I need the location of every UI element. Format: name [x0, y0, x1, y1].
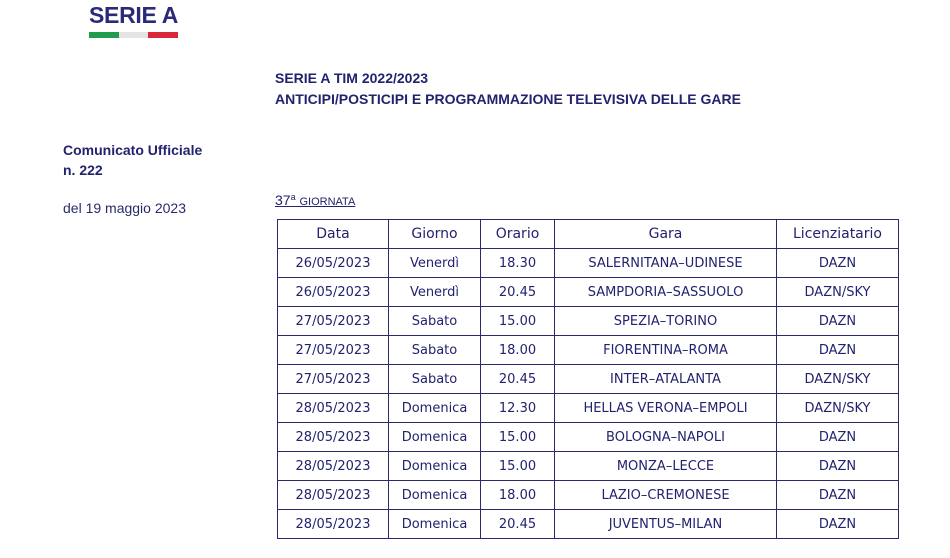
cell-licenziatario: DAZN/SKY: [777, 278, 899, 307]
giornata-label: [275, 192, 355, 208]
heading-line-2: ANTICIPI/POSTICIPI E PROGRAMMAZIONE TELEVISIVA DELLE GARE: [275, 91, 741, 107]
comunicato-title: Comunicato Ufficiale: [63, 142, 203, 158]
cell-orario: 15.00: [481, 307, 555, 336]
cell-giorno: Sabato: [389, 365, 481, 394]
header-data: Data: [278, 220, 389, 249]
flag-green-band: [89, 32, 119, 38]
cell-licenziatario: DAZN: [777, 510, 899, 539]
giornata-text: GIORNATA: [299, 196, 356, 208]
cell-data: 27/05/2023: [278, 365, 389, 394]
table-row: [278, 249, 899, 278]
heading-line-1: SERIE A TIM 2022/2023: [275, 70, 429, 86]
table-row: [278, 452, 899, 481]
cell-gara: FIORENTINA–ROMA: [555, 336, 777, 365]
cell-licenziatario: DAZN/SKY: [777, 394, 899, 423]
cell-giorno: Domenica: [389, 510, 481, 539]
cell-giorno: Domenica: [389, 481, 481, 510]
cell-giorno: Domenica: [389, 452, 481, 481]
cell-orario: 18.00: [481, 336, 555, 365]
cell-data: 28/05/2023: [278, 452, 389, 481]
cell-licenziatario: DAZN/SKY: [777, 365, 899, 394]
table-row: [278, 307, 899, 336]
cell-gara: BOLOGNA–NAPOLI: [555, 423, 777, 452]
cell-data: 28/05/2023: [278, 423, 389, 452]
cell-licenziatario: DAZN: [777, 481, 899, 510]
cell-data: 28/05/2023: [278, 394, 389, 423]
cell-orario: 18.00: [481, 481, 555, 510]
comunicato-number: n. 222: [63, 162, 103, 178]
sidebar-info: [63, 140, 202, 218]
serie-a-logo: [89, 2, 189, 28]
cell-licenziatario: DAZN: [777, 336, 899, 365]
table-row: [278, 510, 899, 539]
cell-data: 28/05/2023: [278, 510, 389, 539]
cell-giorno: Sabato: [389, 336, 481, 365]
flag-red-band: [148, 32, 178, 38]
document-heading: [275, 68, 741, 110]
cell-gara: SAMPDORIA–SASSUOLO: [555, 278, 777, 307]
cell-orario: 15.00: [481, 452, 555, 481]
cell-licenziatario: DAZN: [777, 307, 899, 336]
italian-flag-stripe: [89, 32, 178, 38]
table-row: [278, 278, 899, 307]
header-orario: Orario: [481, 220, 555, 249]
table-row: [278, 394, 899, 423]
cell-licenziatario: DAZN: [777, 249, 899, 278]
table-row: [278, 365, 899, 394]
cell-data: 27/05/2023: [278, 307, 389, 336]
header-gara: Gara: [555, 220, 777, 249]
cell-giorno: Domenica: [389, 394, 481, 423]
logo-text: SERIE A: [89, 2, 179, 28]
cell-data: 26/05/2023: [278, 249, 389, 278]
cell-orario: 15.00: [481, 423, 555, 452]
giornata-number: 37: [275, 192, 291, 208]
cell-gara: INTER–ATALANTA: [555, 365, 777, 394]
cell-orario: 18.30: [481, 249, 555, 278]
cell-licenziatario: DAZN: [777, 423, 899, 452]
cell-gara: JUVENTUS–MILAN: [555, 510, 777, 539]
cell-giorno: Sabato: [389, 307, 481, 336]
cell-orario: 12.30: [481, 394, 555, 423]
schedule-table: [277, 219, 899, 539]
cell-gara: LAZIO–CREMONESE: [555, 481, 777, 510]
table-row: [278, 336, 899, 365]
table-header-row: [278, 220, 899, 249]
cell-licenziatario: DAZN: [777, 452, 899, 481]
cell-giorno: Domenica: [389, 423, 481, 452]
header-licenziatario: Licenziatario: [777, 220, 899, 249]
cell-gara: HELLAS VERONA–EMPOLI: [555, 394, 777, 423]
cell-gara: SPEZIA–TORINO: [555, 307, 777, 336]
cell-gara: MONZA–LECCE: [555, 452, 777, 481]
cell-data: 26/05/2023: [278, 278, 389, 307]
giornata-ordinal: a: [290, 192, 296, 202]
cell-data: 28/05/2023: [278, 481, 389, 510]
flag-white-band: [119, 32, 149, 38]
cell-orario: 20.45: [481, 278, 555, 307]
cell-orario: 20.45: [481, 510, 555, 539]
comunicato-date: del 19 maggio 2023: [63, 200, 186, 216]
cell-giorno: Venerdì: [389, 278, 481, 307]
table-row: [278, 423, 899, 452]
cell-giorno: Venerdì: [389, 249, 481, 278]
header-giorno: Giorno: [389, 220, 481, 249]
table-row: [278, 481, 899, 510]
cell-data: 27/05/2023: [278, 336, 389, 365]
cell-gara: SALERNITANA–UDINESE: [555, 249, 777, 278]
cell-orario: 20.45: [481, 365, 555, 394]
